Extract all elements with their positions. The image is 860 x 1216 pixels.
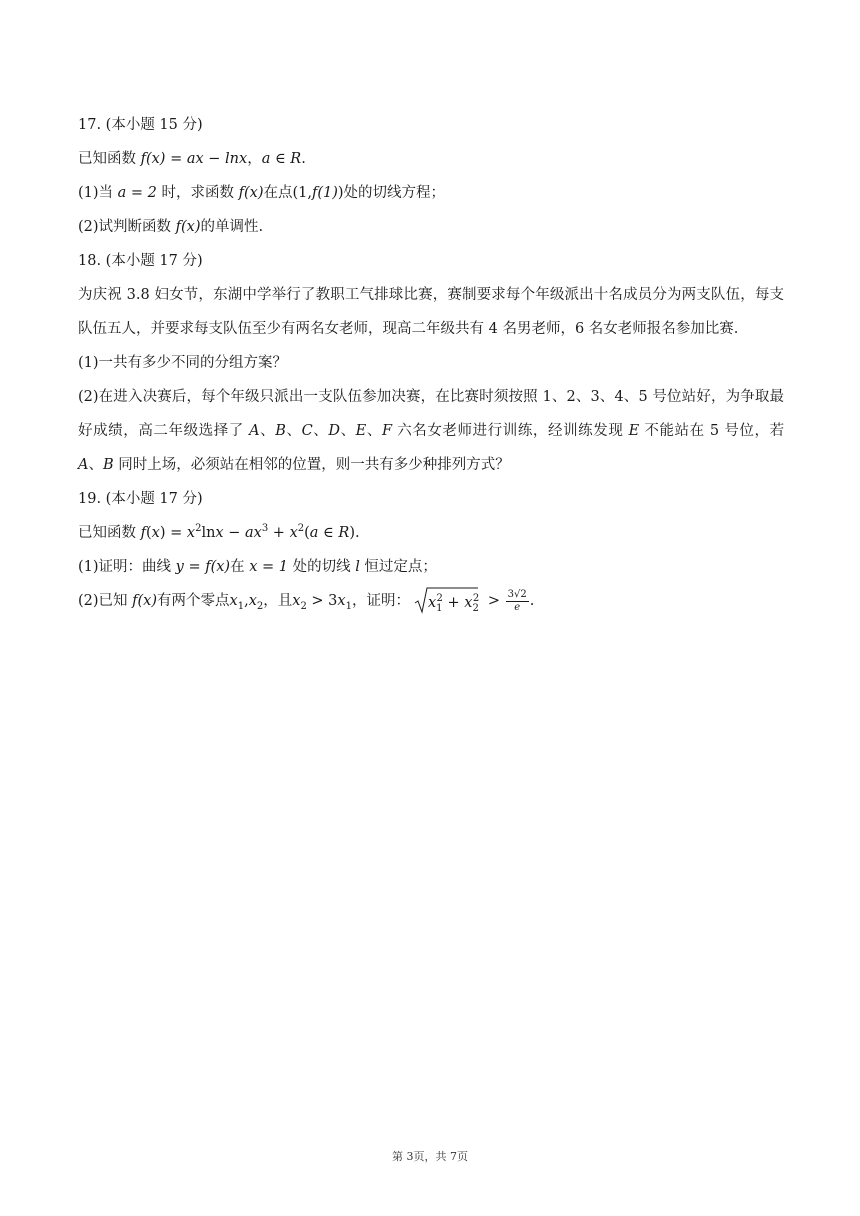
q19-part1: (1)证明：曲线 y = f(x)在 x = 1 处的切线 l 恒过定点； xyxy=(78,559,437,575)
q17-intro: 已知函数 f(x) = ax − lnx，a ∈ R. xyxy=(78,151,306,167)
q17-part1: (1)当 a = 2 时，求函数 f(x)在点(1,f(1))处的切线方程； xyxy=(78,185,446,201)
page-footer: 第 3页，共 7页 xyxy=(392,1150,468,1163)
document-body xyxy=(78,108,784,618)
radical-sign-icon xyxy=(414,586,478,616)
math-expression: a ∈ R xyxy=(261,151,302,167)
fraction: $\frac{3√2}{e}$ xyxy=(507,588,527,613)
q19-part2: (2)已知 f(x)有两个零点$x_1,x_2$，且$x_2 > 3x_1$，证明： $x_1^2 + x_2^2$ > $\frac{3√2}{e}$ . xyxy=(78,584,784,618)
math-expression: a = 2 xyxy=(117,185,157,201)
math-expression: $x_1,x_2$ xyxy=(229,593,264,612)
q17-header: 17. (本小题 15 分) xyxy=(78,117,203,133)
math-expression: $x_2 > 3x_1$ xyxy=(292,593,352,612)
q18-part1: (1)一共有多少不同的分组方案？ xyxy=(78,355,288,371)
math-expression: f(x) xyxy=(238,185,264,201)
q18-header: 18. (本小题 17 分) xyxy=(78,253,203,269)
q17-part2: (2)试判断函数 f(x)的单调性. xyxy=(78,219,264,235)
q18-intro: 为庆祝 3.8 妇女节，东湖中学举行了教职工气排球比赛，赛制要求每个年级派出十名成员分为两支队伍，每支队伍五人，并要求每支队伍至少有两名女老师，现高二年级共有 4 名男老师，6 名女老师报名参加比赛. xyxy=(78,287,784,337)
math-expression: x = 1 xyxy=(249,559,288,575)
math-expression: l xyxy=(355,559,360,575)
math-expression: $f(x) = x^2\ln x - ax^3 + x^2(a$ ∈ R) xyxy=(140,523,355,541)
q19-header: 19. (本小题 17 分) xyxy=(78,491,203,507)
math-expression: y = f(x) xyxy=(175,559,231,575)
math-expression: f(x) xyxy=(175,219,201,235)
q19-intro: 已知函数 $f(x) = x^2\ln x - ax^3 + x^2(a$ ∈ R). xyxy=(78,523,360,541)
q18-part2: (2)在进入决赛后，每个年级只派出一支队伍参加决赛，在比赛时须按照 1、2、3、4、5 号位站好，为争取最好成绩，高二年级选择了 A、B、C、D、E、F 六名女老师进行训练，经训练发现 E 不能站在 5 号位，若 A、B 同时上场，必须站在相邻的位置，则一共有多少种排列方式？ xyxy=(78,389,785,473)
math-expression: f(1) xyxy=(311,185,338,201)
math-expression: f(x) = ax − lnx xyxy=(140,151,248,167)
square-root-expression: $x_1^2 + x_2^2$ xyxy=(414,586,483,616)
